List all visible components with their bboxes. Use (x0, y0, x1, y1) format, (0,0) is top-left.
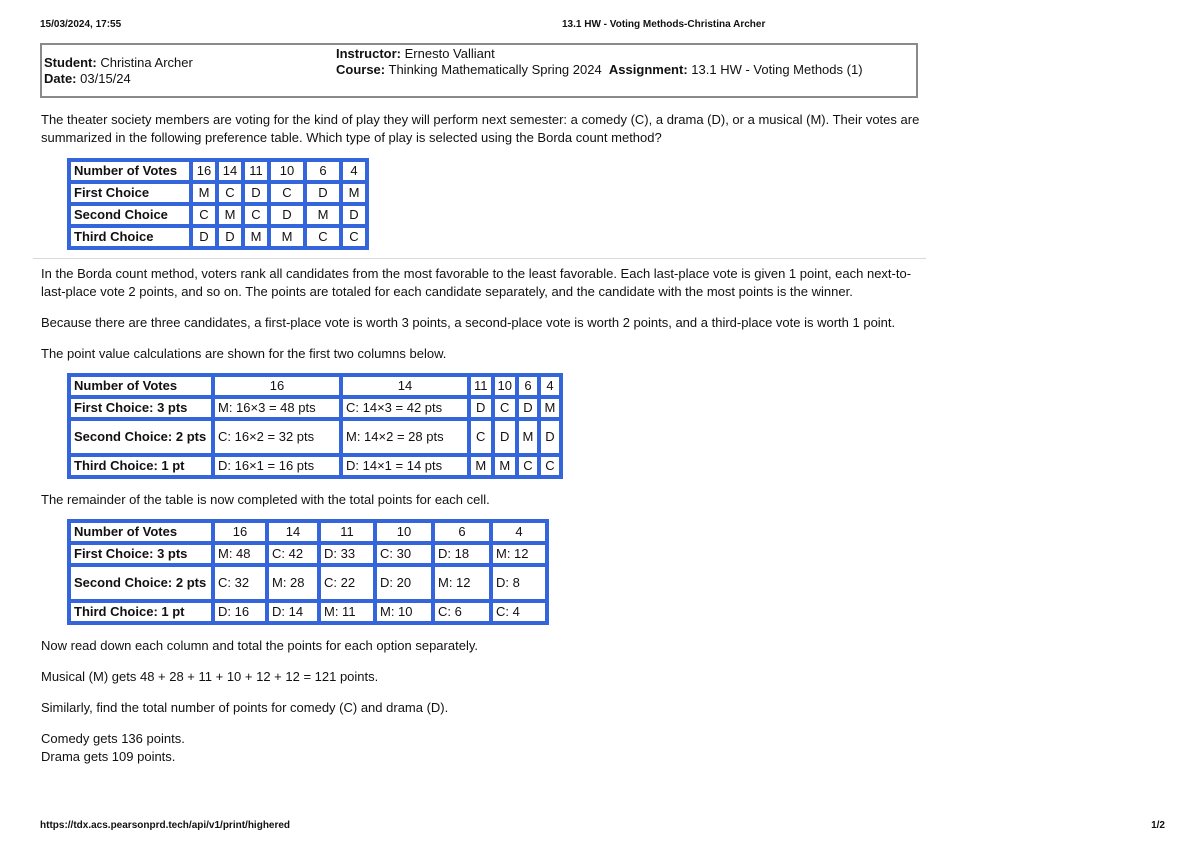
table-cell: M (539, 397, 561, 419)
table-cell: First Choice: 3 pts (69, 543, 213, 565)
table-row (69, 226, 367, 248)
table-cell: C: 42 (267, 543, 319, 565)
table-cell: Third Choice: 1 pt (69, 455, 213, 477)
table-row (69, 204, 367, 226)
table-cell: D: 14×1 = 14 pts (341, 455, 469, 477)
table-cell: 6 (305, 160, 341, 182)
table-row (69, 601, 547, 623)
table-cell: C: 30 (375, 543, 433, 565)
table-cell: C (539, 455, 561, 477)
table-cell: 16 (213, 521, 267, 543)
drama-total: Drama gets 109 points. (41, 749, 176, 764)
student-line (44, 55, 193, 71)
table-cell: C: 16×2 = 32 pts (213, 419, 341, 455)
table-cell: D: 16×1 = 16 pts (213, 455, 341, 477)
table-cell: 14 (341, 375, 469, 397)
table-cell: D (243, 182, 269, 204)
assignment-label: Assignment: (608, 62, 688, 77)
table-cell: D (269, 204, 305, 226)
course-name: Thinking Mathematically Spring 2024 (388, 62, 602, 77)
instructor-name: Ernesto Valliant (404, 46, 495, 61)
table-cell: M: 28 (267, 565, 319, 601)
table-cell: Second Choice: 2 pts (69, 565, 213, 601)
course-line (336, 62, 896, 78)
table-cell: D (469, 397, 493, 419)
student-name: Christina Archer (100, 55, 193, 70)
table-cell: 14 (217, 160, 243, 182)
table-cell: 11 (469, 375, 493, 397)
table-cell: C (243, 204, 269, 226)
preference-table (67, 158, 369, 250)
print-footer (40, 819, 1165, 835)
table-cell: First Choice: 3 pts (69, 397, 213, 419)
course-label: Course: (336, 62, 386, 77)
instructor-line (336, 46, 896, 62)
table-cell: M (243, 226, 269, 248)
table-cell: M: 10 (375, 601, 433, 623)
table-cell: M (493, 455, 517, 477)
table-cell: C: 32 (213, 565, 267, 601)
table-cell: M: 14×2 = 28 pts (341, 419, 469, 455)
calculation-intro: The point value calculations are shown for the first two columns below. (41, 346, 447, 361)
table-cell: D: 33 (319, 543, 375, 565)
table-cell: C (305, 226, 341, 248)
table-cell: M: 12 (433, 565, 491, 601)
table-cell: 6 (433, 521, 491, 543)
table-cell: D: 8 (491, 565, 547, 601)
table-row (69, 543, 547, 565)
print-timestamp: 15/03/2024, 17:55 (40, 19, 122, 30)
date-label: Date: (44, 71, 77, 86)
table-row (69, 397, 561, 419)
table-row (69, 521, 547, 543)
table-cell: Third Choice (69, 226, 191, 248)
table-cell: D (305, 182, 341, 204)
table-cell: C (493, 397, 517, 419)
print-header (40, 18, 1165, 34)
similarly-instruction: Similarly, find the total number of points for comedy (C) and drama (D). (41, 700, 449, 715)
borda-explanation: In the Borda count method, voters rank all candidates from the most favorable to the least favorable. Each last-place vote is given 1 point, each next-to-last-place vote 2 points, and so on. The points are totaled for each candidate separately, and the candidate with the most points is the winner. (41, 266, 912, 299)
section-divider (33, 258, 926, 259)
table-cell: M (217, 204, 243, 226)
table-cell: 4 (539, 375, 561, 397)
question-text: The theater society members are voting for the kind of play they will perform next semester: a comedy (C), a drama (D), or a musical (M). Their votes are summarized in the following preference table. Which type of play is selected using the Borda count method? (41, 112, 920, 145)
table-cell: 16 (191, 160, 217, 182)
assignment-name: 13.1 HW - Voting Methods (1) (691, 62, 863, 77)
table-cell: 6 (517, 375, 539, 397)
table-row (69, 182, 367, 204)
table-cell: 14 (267, 521, 319, 543)
table-cell: First Choice (69, 182, 191, 204)
table-cell: 10 (375, 521, 433, 543)
table-cell: C: 22 (319, 565, 375, 601)
table-cell: D (341, 204, 367, 226)
table-cell: D: 20 (375, 565, 433, 601)
table-cell: M (469, 455, 493, 477)
table-cell: Number of Votes (69, 375, 213, 397)
student-label: Student: (44, 55, 97, 70)
table-cell: M (517, 419, 539, 455)
table-cell: M (341, 182, 367, 204)
table-row (69, 419, 561, 455)
table-cell: 11 (319, 521, 375, 543)
instructor-label: Instructor: (336, 46, 401, 61)
table-cell: Number of Votes (69, 160, 191, 182)
table-cell: D (517, 397, 539, 419)
table-cell: Third Choice: 1 pt (69, 601, 213, 623)
table-cell: 10 (493, 375, 517, 397)
table-cell: D (539, 419, 561, 455)
main-content (41, 111, 921, 766)
print-document-title: 13.1 HW - Voting Methods-Christina Archer (562, 19, 766, 30)
table-cell: C (269, 182, 305, 204)
comedy-total: Comedy gets 136 points. (41, 731, 185, 746)
course-info (336, 46, 896, 78)
table-cell: D (217, 226, 243, 248)
totals-table (67, 519, 549, 625)
table-cell: M (269, 226, 305, 248)
table-cell: M (191, 182, 217, 204)
table-row (69, 375, 561, 397)
table-cell: C: 6 (433, 601, 491, 623)
table-cell: C (517, 455, 539, 477)
date-value: 03/15/24 (80, 71, 131, 86)
table-cell: M: 16×3 = 48 pts (213, 397, 341, 419)
table-cell: Second Choice (69, 204, 191, 226)
table-cell: D (493, 419, 517, 455)
table-cell: 4 (491, 521, 547, 543)
table-cell: 10 (269, 160, 305, 182)
page-number: 1/2 (1151, 820, 1165, 831)
table-cell: M: 11 (319, 601, 375, 623)
table-cell: Second Choice: 2 pts (69, 419, 213, 455)
table-cell: C: 14×3 = 42 pts (341, 397, 469, 419)
table-row (69, 160, 367, 182)
student-info (44, 55, 193, 87)
table-cell: M: 12 (491, 543, 547, 565)
table-row (69, 565, 547, 601)
table-cell: 4 (341, 160, 367, 182)
assignment-info-box (40, 43, 918, 98)
remainder-text: The remainder of the table is now completed with the total points for each cell. (41, 492, 490, 507)
date-line (44, 71, 193, 87)
point-values-explanation: Because there are three candidates, a first-place vote is worth 3 points, a second-place vote is worth 2 points, and a third-place vote is worth 1 point. (41, 315, 896, 330)
table-cell: D: 16 (213, 601, 267, 623)
calculation-table (67, 373, 563, 479)
table-cell: M: 48 (213, 543, 267, 565)
print-url: https://tdx.acs.pearsonprd.tech/api/v1/print/highered (40, 820, 291, 831)
table-cell: D: 14 (267, 601, 319, 623)
table-cell: M (305, 204, 341, 226)
table-row (69, 455, 561, 477)
table-cell: 16 (213, 375, 341, 397)
table-cell: C (191, 204, 217, 226)
table-cell: Number of Votes (69, 521, 213, 543)
table-cell: C (469, 419, 493, 455)
table-cell: C: 4 (491, 601, 547, 623)
table-cell: D (191, 226, 217, 248)
table-cell: D: 18 (433, 543, 491, 565)
column-total-instruction: Now read down each column and total the points for each option separately. (41, 638, 478, 653)
table-cell: C (341, 226, 367, 248)
musical-total: Musical (M) gets 48 + 28 + 11 + 10 + 12 + 12 = 121 points. (41, 669, 379, 684)
table-cell: C (217, 182, 243, 204)
table-cell: 11 (243, 160, 269, 182)
